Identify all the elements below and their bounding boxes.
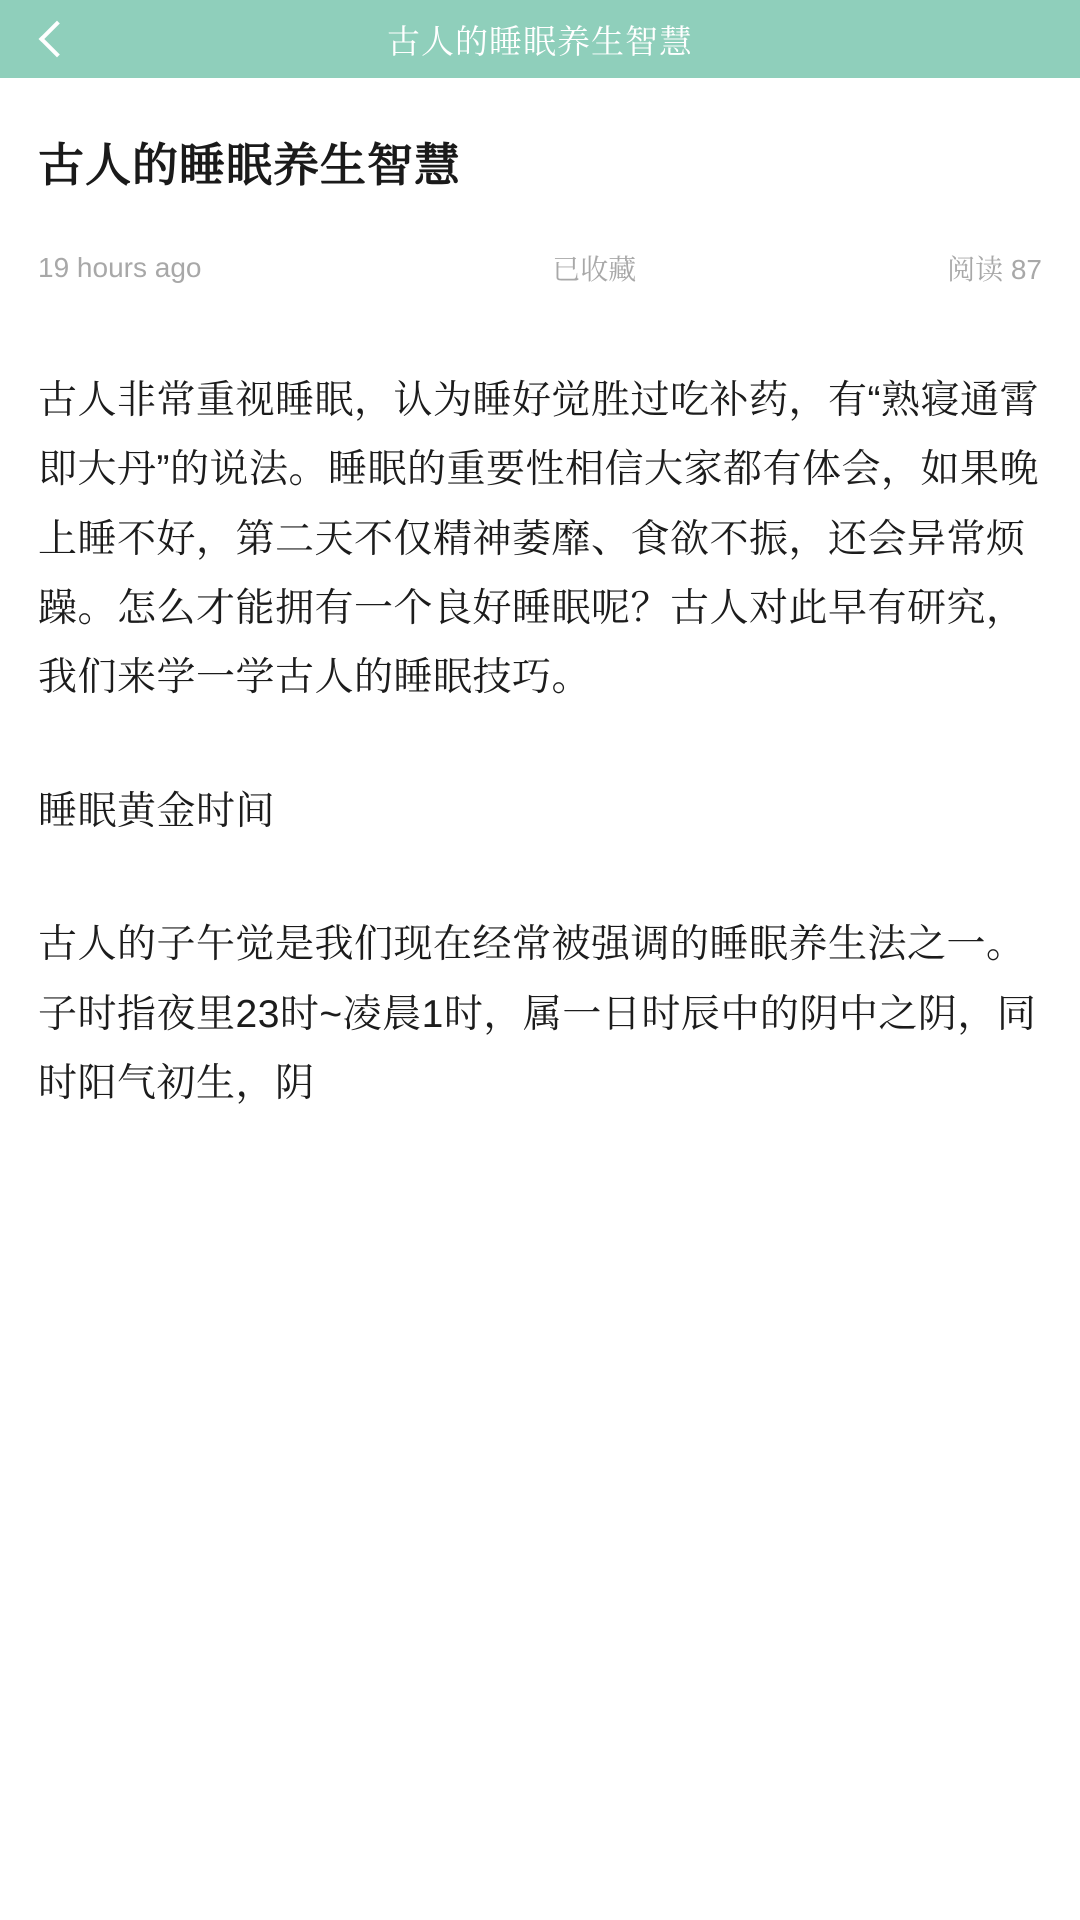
page-title: 古人的睡眠养生智慧 <box>38 139 461 191</box>
favorite-status[interactable]: 已收藏 <box>552 253 637 285</box>
paragraph: 古人非常重视睡眠，认为睡好觉胜过吃补药，有“熟寝通霄即大丹”的说法。睡眠的重要性相信大家都有体会，如果晚上睡不好，第二天不仅精神萎靡、食欲不振，还会异常烦躁。怎么才能拥有一个良好睡眠呢？古人对此早有研究，我们来学一学古人的睡眠技巧。 <box>38 378 1039 700</box>
paragraph: 睡眠黄金时间 <box>38 789 276 833</box>
app-header <box>0 0 1080 78</box>
article-container <box>0 136 1080 1118</box>
back-button[interactable] <box>18 0 88 78</box>
paragraph: 古人的子午觉是我们现在经常被强调的睡眠养生法之一。子时指夜里23时~凌晨1时，属一日时辰中的阴中之阴，同时阳气初生，阴 <box>38 923 1037 1106</box>
chevron-left-icon <box>39 21 76 58</box>
read-count: 阅读 87 <box>947 253 1042 285</box>
article-body <box>38 366 1042 1119</box>
article-meta <box>38 248 1042 288</box>
publish-time: 19 hours ago <box>38 251 202 283</box>
header-title: 古人的睡眠养生智慧 <box>387 22 693 60</box>
